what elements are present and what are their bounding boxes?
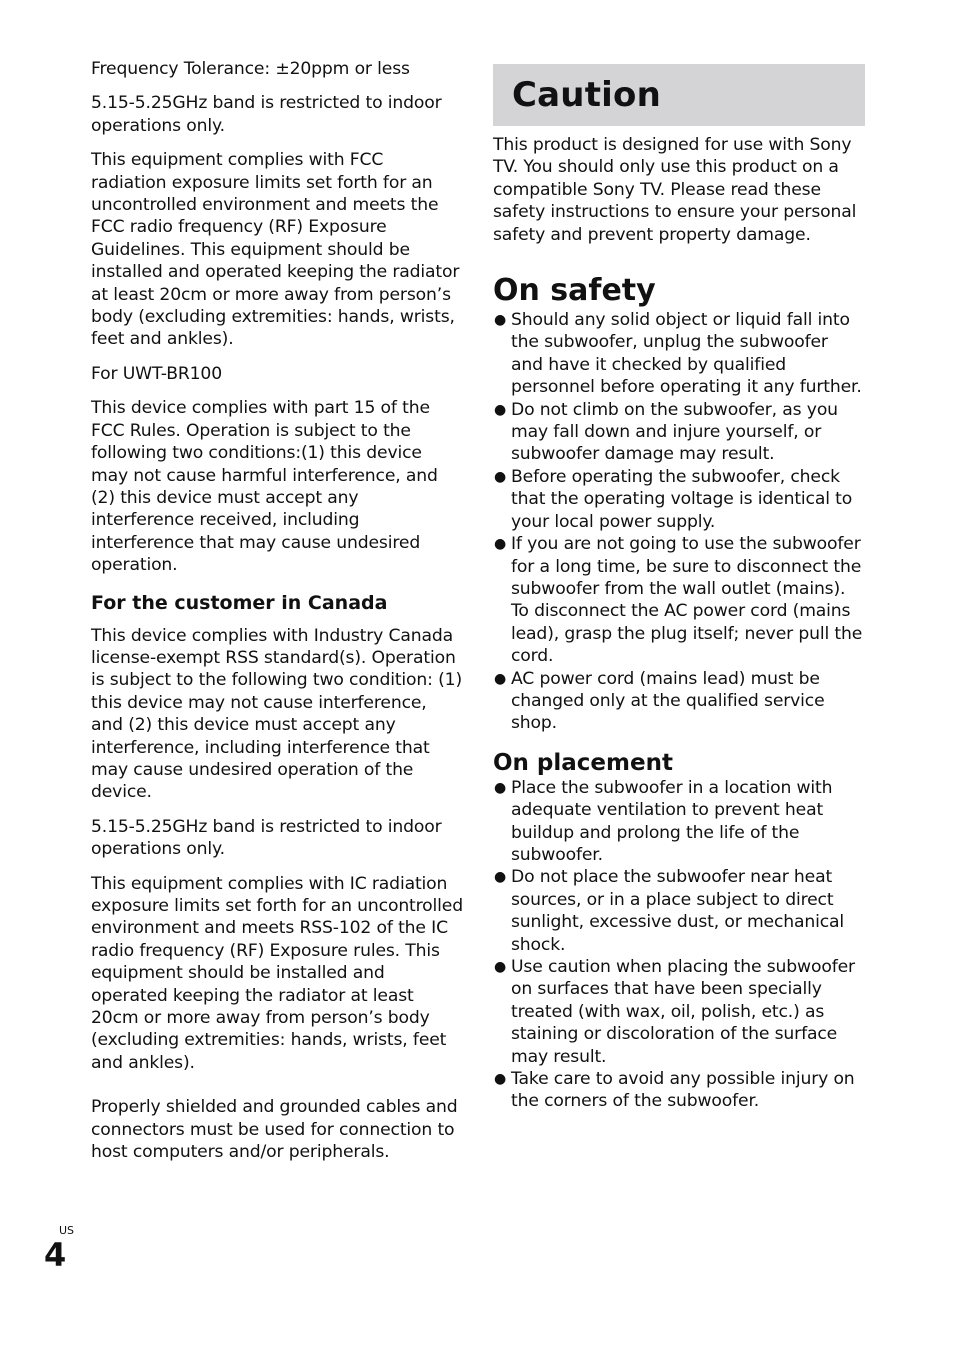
caution-banner xyxy=(493,64,865,126)
paragraph: This device complies with part 15 of the FCC Rules. Operation is subject to the following two conditions:(1) this device may not cause harmful interference, and (2) this device must accept any interference received, including interference that may cause undesired operation. xyxy=(91,398,438,576)
paragraph: For UWT-BR100 xyxy=(91,363,222,384)
left-column xyxy=(91,58,463,1175)
paragraph: Properly shielded and grounded cables and connectors must be used for connection to host computers and/or peripherals. xyxy=(91,1097,458,1163)
paragraph: 5.15-5.25GHz band is restricted to indoor operations only. xyxy=(91,93,442,136)
paragraph: This device complies with Industry Canada license-exempt RSS standard(s). Operation is subject to the following two condition: (1) this device may not cause interference, and (2) this device must accept any interference, including interference that may cause undesired operation of the device. xyxy=(91,625,463,803)
list-item-text: Before operating the subwoofer, check that the operating voltage is identical to your local power supply. xyxy=(511,466,853,532)
placement-heading: On placement xyxy=(493,749,673,776)
canada-heading: For the customer in Canada xyxy=(91,591,388,614)
bullet-icon: ● xyxy=(494,1071,507,1088)
list-item-text: If you are not going to use the subwoofer for a long time, be sure to disconnect the subwoofer from the wall outlet (mains). To disconnect the AC power cord (mains lead), grasp the plug itself; never pull the cord. xyxy=(511,534,863,667)
placement-list xyxy=(493,777,865,1113)
paragraph: This equipment complies with IC radiation exposure limits set forth for an uncontrolled environment and meets RSS-102 of the IC radio frequency (RF) Exposure rules. This equipment should be installed and operated keeping the radiator at least 20cm or more away from person’s body (excluding extremities: hands, wrists, feet and ankles). xyxy=(91,873,463,1073)
list-item xyxy=(493,1068,865,1113)
bullet-icon: ● xyxy=(494,959,507,975)
list-item-text: Should any solid object or liquid fall into the subwoofer, unplug the subwoofer and have it checked by qualified personnel before operating it any further. xyxy=(511,310,862,398)
list-item-text: Do not climb on the subwoofer, as you may fall down and injure yourself, or subwoofer damage may result. xyxy=(511,399,838,465)
list-item xyxy=(493,466,865,533)
paragraph: This equipment complies with FCC radiation exposure limits set forth for an uncontrolled environment and meets the FCC radio frequency (RF) Exposure Guidelines. This equipment should be installed and operated keeping the radiator at least 20cm or more away from person’s body (excluding extremities: hands, wrists, feet and ankles). xyxy=(91,150,460,350)
list-item xyxy=(493,399,865,466)
bullet-icon: ● xyxy=(494,869,507,886)
bullet-icon: ● xyxy=(494,468,507,485)
list-item-text: AC power cord (mains lead) must be changed only at the qualified service shop. xyxy=(511,668,825,734)
page-region-code: US xyxy=(59,1224,75,1237)
bullet-icon: ● xyxy=(494,670,507,687)
bullet-icon: ● xyxy=(494,312,507,329)
caution-title: Caution xyxy=(512,75,661,115)
caution-text: This product is designed for use with Sony TV. You should only use this product on a compatible Sony TV. Please read these safety instructions to ensure your personal safety and prevent property damage. xyxy=(493,135,857,245)
list-item-text: Take care to avoid any possible injury on the corners of the subwoofer. xyxy=(511,1069,855,1112)
list-item xyxy=(493,777,865,867)
paragraph: Frequency Tolerance: ±20ppm or less xyxy=(91,59,410,79)
bullet-icon: ● xyxy=(494,401,507,418)
paragraph: 5.15-5.25GHz band is restricted to indoor operations only. xyxy=(91,816,442,860)
right-column xyxy=(493,58,865,1113)
list-item-text: Place the subwoofer in a location with adequate ventilation to prevent heat buildup and prolong the life of the subwoofer. xyxy=(511,777,833,865)
safety-list xyxy=(493,309,865,735)
list-item xyxy=(493,866,865,956)
list-item xyxy=(493,309,865,399)
list-item-text: Use caution when placing the subwoofer on surfaces that have been specially treated (with wax, oil, polish, etc.) as staining or discoloration of the surface may result. xyxy=(511,957,855,1067)
list-item xyxy=(493,956,865,1068)
list-item xyxy=(493,533,865,667)
bullet-icon: ● xyxy=(494,779,507,796)
bullet-icon: ● xyxy=(494,536,507,553)
safety-heading: On safety xyxy=(493,273,656,309)
list-item xyxy=(493,668,865,735)
page-number: 4 xyxy=(44,1236,67,1274)
list-item-text: Do not place the subwoofer near heat sources, or in a place subject to direct sunlight, excessive dust, or mechanical shock. xyxy=(511,867,845,955)
